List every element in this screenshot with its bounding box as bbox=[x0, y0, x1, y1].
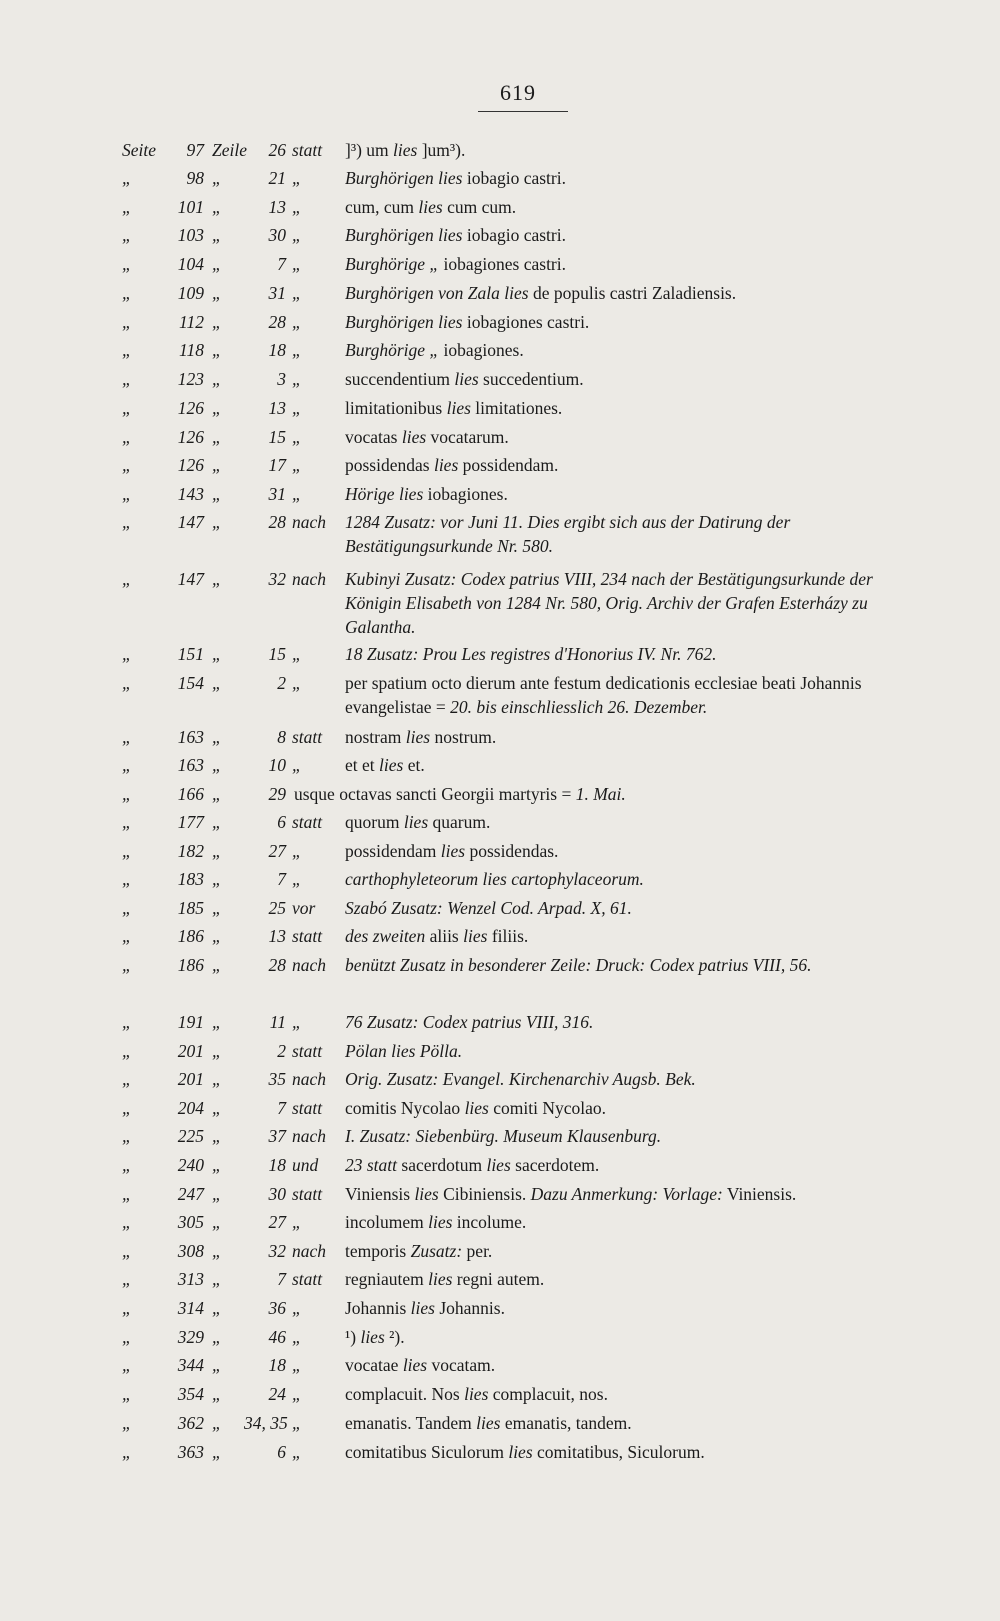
line-number-ref: 8 bbox=[277, 727, 286, 747]
line-number-ref: 21 bbox=[268, 168, 286, 188]
line-number-ref: 3 bbox=[277, 369, 286, 389]
page-prefix: „ bbox=[122, 484, 132, 504]
page-number-ref: 103 bbox=[177, 225, 204, 245]
page-prefix: „ bbox=[122, 841, 132, 861]
correction-text: 1284 Zusatz: vor Juni 11. Dies ergibt sich aus der Datirung der Bestätigungsurkunde Nr. 580. bbox=[345, 512, 791, 556]
keyword: „ bbox=[292, 254, 302, 274]
line-prefix: „ bbox=[212, 898, 222, 918]
page-prefix: „ bbox=[122, 1327, 132, 1347]
line-prefix: „ bbox=[212, 225, 222, 245]
page-number-ref: 186 bbox=[177, 926, 204, 946]
page-prefix: „ bbox=[122, 1126, 132, 1146]
line-number-ref: 27 bbox=[268, 1212, 286, 1232]
page-prefix: „ bbox=[122, 312, 132, 332]
correction-text: Burghörige „ iobagiones. bbox=[345, 340, 524, 360]
line-number-ref: 28 bbox=[268, 512, 286, 532]
line-number-ref: 30 bbox=[268, 225, 286, 245]
keyword: statt bbox=[292, 727, 323, 747]
keyword: „ bbox=[292, 225, 302, 245]
page-number-ref: 177 bbox=[177, 812, 204, 832]
keyword: nach bbox=[292, 1126, 327, 1146]
line-number-ref: 26 bbox=[268, 140, 286, 160]
keyword: „ bbox=[292, 1442, 302, 1462]
page-number-ref: 186 bbox=[177, 955, 204, 975]
page-number-ref: 154 bbox=[177, 673, 204, 693]
line-number-ref: 17 bbox=[268, 455, 286, 475]
page-prefix: „ bbox=[122, 569, 132, 589]
page-number-ref: 344 bbox=[177, 1355, 204, 1375]
keyword: statt bbox=[292, 1098, 323, 1118]
line-number-ref: 13 bbox=[268, 197, 286, 217]
line-prefix: „ bbox=[212, 312, 222, 332]
keyword: „ bbox=[292, 283, 302, 303]
keyword: nach bbox=[292, 1241, 327, 1261]
line-prefix: „ bbox=[212, 484, 222, 504]
correction-text: Orig. Zusatz: Evangel. Kirchenarchiv Augsb. Bek. bbox=[345, 1069, 696, 1089]
page-number-ref: 314 bbox=[177, 1298, 204, 1318]
line-number-ref: 35 bbox=[268, 1069, 286, 1089]
line-number-ref: 24 bbox=[268, 1384, 286, 1404]
line-number-ref: 13 bbox=[268, 398, 286, 418]
page-number-ref: 191 bbox=[177, 1012, 204, 1032]
keyword: „ bbox=[292, 197, 302, 217]
keyword: statt bbox=[292, 1269, 323, 1289]
keyword: und bbox=[292, 1155, 319, 1175]
line-number-ref: 7 bbox=[277, 1269, 286, 1289]
line-prefix: „ bbox=[212, 1041, 222, 1061]
page-prefix: „ bbox=[122, 1241, 132, 1261]
keyword: „ bbox=[292, 455, 302, 475]
line-prefix: Zeile bbox=[212, 140, 247, 160]
correction-text: possidendam lies possidendas. bbox=[345, 841, 559, 861]
page-prefix: „ bbox=[122, 1298, 132, 1318]
line-number-ref: 30 bbox=[268, 1184, 286, 1204]
keyword: „ bbox=[292, 869, 302, 889]
page-number-ref: 185 bbox=[177, 898, 204, 918]
line-number-ref: 34, 35 bbox=[244, 1413, 288, 1433]
line-prefix: „ bbox=[212, 1384, 222, 1404]
line-prefix: „ bbox=[212, 673, 222, 693]
correction-text: per spatium octo dierum ante festum dedicationis ecclesiae beati Johannis evangelistae = 20. bis einschliesslich 26. Dezember. bbox=[345, 673, 862, 717]
page-prefix: „ bbox=[122, 254, 132, 274]
correction-text: ]³) um lies ]um³). bbox=[345, 140, 466, 160]
correction-text: possidendas lies possidendam. bbox=[345, 455, 559, 475]
page-prefix: „ bbox=[122, 644, 132, 664]
page-number-ref: 123 bbox=[177, 369, 204, 389]
page-number-ref: 247 bbox=[177, 1184, 204, 1204]
page-number-ref: 143 bbox=[177, 484, 204, 504]
correction-text: quorum lies quarum. bbox=[345, 812, 491, 832]
line-number-ref: 36 bbox=[268, 1298, 286, 1318]
line-prefix: „ bbox=[212, 1212, 222, 1232]
keyword: „ bbox=[292, 340, 302, 360]
page-number-ref: 362 bbox=[177, 1413, 204, 1433]
page-number-ref: 363 bbox=[177, 1442, 204, 1462]
line-number-ref: 28 bbox=[268, 955, 286, 975]
page-number-ref: 112 bbox=[179, 312, 204, 332]
line-prefix: „ bbox=[212, 398, 222, 418]
correction-text: regniautem lies regni autem. bbox=[345, 1269, 545, 1289]
keyword: nach bbox=[292, 955, 327, 975]
keyword: statt bbox=[292, 140, 323, 160]
line-prefix: „ bbox=[212, 1012, 222, 1032]
correction-text: Burghörigen lies iobagio castri. bbox=[345, 168, 566, 188]
correction-text: I. Zusatz: Siebenbürg. Museum Klausenburg. bbox=[345, 1126, 662, 1146]
line-prefix: „ bbox=[212, 569, 222, 589]
page-number-ref: 313 bbox=[177, 1269, 204, 1289]
line-number-ref: 25 bbox=[268, 898, 286, 918]
keyword: nach bbox=[292, 512, 327, 532]
correction-text: usque octavas sancti Georgii martyris = 1. Mai. bbox=[294, 784, 626, 804]
line-number-ref: 15 bbox=[268, 644, 286, 664]
line-prefix: „ bbox=[212, 755, 222, 775]
keyword: „ bbox=[292, 673, 302, 693]
line-prefix: „ bbox=[212, 1069, 222, 1089]
keyword: „ bbox=[292, 398, 302, 418]
line-number-ref: 13 bbox=[268, 926, 286, 946]
page-number-ref: 354 bbox=[177, 1384, 204, 1404]
line-prefix: „ bbox=[212, 784, 222, 804]
keyword: „ bbox=[292, 1212, 302, 1232]
line-number-ref: 18 bbox=[268, 1355, 286, 1375]
page-number-ref: 163 bbox=[177, 727, 204, 747]
line-number-ref: 2 bbox=[277, 1041, 286, 1061]
line-prefix: „ bbox=[212, 926, 222, 946]
page-prefix: Seite bbox=[122, 140, 157, 160]
correction-text: limitationibus lies limitationes. bbox=[345, 398, 563, 418]
line-number-ref: 7 bbox=[277, 254, 286, 274]
line-number-ref: 18 bbox=[268, 1155, 286, 1175]
correction-text: Pölan lies Pölla. bbox=[345, 1041, 463, 1061]
page-prefix: „ bbox=[122, 784, 132, 804]
keyword: „ bbox=[292, 1384, 302, 1404]
correction-text: Burghörige „ iobagiones castri. bbox=[345, 254, 566, 274]
page-number-ref: 225 bbox=[177, 1126, 204, 1146]
keyword: „ bbox=[292, 1327, 302, 1347]
correction-text: 23 statt sacerdotum lies sacerdotem. bbox=[345, 1155, 600, 1175]
keyword: „ bbox=[292, 427, 302, 447]
page-prefix: „ bbox=[122, 1442, 132, 1462]
correction-text: Burghörigen lies iobagiones castri. bbox=[345, 312, 590, 332]
page-number-ref: 98 bbox=[186, 168, 204, 188]
line-prefix: „ bbox=[212, 1155, 222, 1175]
line-prefix: „ bbox=[212, 1126, 222, 1146]
keyword: statt bbox=[292, 926, 323, 946]
correction-text: emanatis. Tandem lies emanatis, tandem. bbox=[345, 1413, 632, 1433]
correction-text: temporis Zusatz: per. bbox=[345, 1241, 493, 1261]
page-number-ref: 126 bbox=[177, 398, 204, 418]
page-number-ref: 201 bbox=[177, 1041, 204, 1061]
page-prefix: „ bbox=[122, 1012, 132, 1032]
keyword: statt bbox=[292, 1041, 323, 1061]
correction-text: vocatae lies vocatam. bbox=[345, 1355, 496, 1375]
line-number-ref: 31 bbox=[268, 484, 286, 504]
correction-text: 18 Zusatz: Prou Les registres d'Honorius IV. Nr. 762. bbox=[345, 644, 717, 664]
correction-text: des zweiten aliis lies filiis. bbox=[345, 926, 529, 946]
page-prefix: „ bbox=[122, 812, 132, 832]
page-prefix: „ bbox=[122, 1155, 132, 1175]
correction-text: nostram lies nostrum. bbox=[345, 727, 497, 747]
keyword: „ bbox=[292, 484, 302, 504]
page-prefix: „ bbox=[122, 1069, 132, 1089]
line-prefix: „ bbox=[212, 727, 222, 747]
page-number-ref: 118 bbox=[179, 340, 204, 360]
page-number-ref: 305 bbox=[177, 1212, 204, 1232]
page-number-ref: 183 bbox=[177, 869, 204, 889]
page-number: 619 bbox=[500, 80, 536, 105]
page-prefix: „ bbox=[122, 369, 132, 389]
page-prefix: „ bbox=[122, 727, 132, 747]
correction-text: benützt Zusatz in besonderer Zeile: Druck: Codex patrius VIII, 56. bbox=[345, 955, 812, 975]
page-prefix: „ bbox=[122, 1098, 132, 1118]
correction-text: Burghörigen von Zala lies de populis castri Zaladiensis. bbox=[345, 283, 737, 303]
correction-text: comitis Nycolao lies comiti Nycolao. bbox=[345, 1098, 607, 1118]
line-number-ref: 10 bbox=[268, 755, 286, 775]
line-number-ref: 31 bbox=[268, 283, 286, 303]
keyword: „ bbox=[292, 1298, 302, 1318]
correction-text: vocatas lies vocatarum. bbox=[345, 427, 509, 447]
line-prefix: „ bbox=[212, 1413, 222, 1433]
page-prefix: „ bbox=[122, 197, 132, 217]
page-number-ref: 97 bbox=[186, 140, 204, 160]
page-prefix: „ bbox=[122, 1212, 132, 1232]
correction-text: 76 Zusatz: Codex patrius VIII, 316. bbox=[345, 1012, 594, 1032]
page-number-ref: 126 bbox=[177, 427, 204, 447]
page-number-ref: 182 bbox=[177, 841, 204, 861]
correction-text: complacuit. Nos lies complacuit, nos. bbox=[345, 1384, 608, 1404]
page-prefix: „ bbox=[122, 955, 132, 975]
line-number-ref: 7 bbox=[277, 1098, 286, 1118]
page-prefix: „ bbox=[122, 869, 132, 889]
line-prefix: „ bbox=[212, 1355, 222, 1375]
correction-text: comitatibus Siculorum lies comitatibus, Siculorum. bbox=[345, 1442, 705, 1462]
page-number-ref: 126 bbox=[177, 455, 204, 475]
page-prefix: „ bbox=[122, 1384, 132, 1404]
page-prefix: „ bbox=[122, 1413, 132, 1433]
line-number-ref: 18 bbox=[268, 340, 286, 360]
page-number-ref: 163 bbox=[177, 755, 204, 775]
page-prefix: „ bbox=[122, 1355, 132, 1375]
line-prefix: „ bbox=[212, 283, 222, 303]
line-prefix: „ bbox=[212, 1184, 222, 1204]
page-prefix: „ bbox=[122, 512, 132, 532]
correction-text: Burghörigen lies iobagio castri. bbox=[345, 225, 566, 245]
keyword: nach bbox=[292, 1069, 327, 1089]
keyword: „ bbox=[292, 644, 302, 664]
line-prefix: „ bbox=[212, 644, 222, 664]
page-number-ref: 147 bbox=[177, 569, 204, 589]
page-number-ref: 151 bbox=[177, 644, 204, 664]
page-prefix: „ bbox=[122, 926, 132, 946]
line-number-ref: 46 bbox=[268, 1327, 286, 1347]
line-number-ref: 11 bbox=[269, 1012, 286, 1032]
page-prefix: „ bbox=[122, 427, 132, 447]
page-prefix: „ bbox=[122, 283, 132, 303]
correction-text: Hörige lies iobagiones. bbox=[345, 484, 508, 504]
line-prefix: „ bbox=[212, 1098, 222, 1118]
page-number-ref: 109 bbox=[177, 283, 204, 303]
line-prefix: „ bbox=[212, 1298, 222, 1318]
line-number-ref: 37 bbox=[268, 1126, 286, 1146]
line-number-ref: 27 bbox=[268, 841, 286, 861]
page-number-ref: 104 bbox=[177, 254, 204, 274]
correction-text: cum, cum lies cum cum. bbox=[345, 197, 517, 217]
page-number-ref: 204 bbox=[177, 1098, 204, 1118]
page-prefix: „ bbox=[122, 1184, 132, 1204]
line-number-ref: 6 bbox=[277, 1442, 286, 1462]
line-prefix: „ bbox=[212, 427, 222, 447]
keyword: „ bbox=[292, 312, 302, 332]
line-prefix: „ bbox=[212, 869, 222, 889]
correction-text: et et lies et. bbox=[345, 755, 425, 775]
page-prefix: „ bbox=[122, 1041, 132, 1061]
line-prefix: „ bbox=[212, 955, 222, 975]
keyword: „ bbox=[292, 1012, 302, 1032]
page-number-ref: 166 bbox=[177, 784, 204, 804]
line-prefix: „ bbox=[212, 254, 222, 274]
line-prefix: „ bbox=[212, 340, 222, 360]
keyword: „ bbox=[292, 168, 302, 188]
keyword: statt bbox=[292, 1184, 323, 1204]
page-number-ref: 147 bbox=[177, 512, 204, 532]
keyword: „ bbox=[292, 1413, 302, 1433]
line-prefix: „ bbox=[212, 1269, 222, 1289]
line-prefix: „ bbox=[212, 1442, 222, 1462]
line-prefix: „ bbox=[212, 812, 222, 832]
line-prefix: „ bbox=[212, 197, 222, 217]
correction-text: ¹) lies ²). bbox=[345, 1327, 405, 1347]
keyword: „ bbox=[292, 1355, 302, 1375]
keyword: nach bbox=[292, 569, 327, 589]
line-prefix: „ bbox=[212, 841, 222, 861]
correction-text: Kubinyi Zusatz: Codex patrius VIII, 234 nach der Bestätigungsurkunde der Königin Elisabeth von 1284 Nr. 580, Orig. Archiv der Grafen Esterházy zu Galantha. bbox=[345, 569, 873, 637]
line-prefix: „ bbox=[212, 1327, 222, 1347]
page-prefix: „ bbox=[122, 225, 132, 245]
line-number-ref: 7 bbox=[277, 869, 286, 889]
line-number-ref: 32 bbox=[268, 1241, 286, 1261]
line-number-ref: 6 bbox=[277, 812, 286, 832]
page-prefix: „ bbox=[122, 898, 132, 918]
correction-text: Viniensis lies Cibiniensis. Dazu Anmerkung: Vorlage: Viniensis. bbox=[345, 1184, 797, 1204]
line-prefix: „ bbox=[212, 168, 222, 188]
correction-text: Szabó Zusatz: Wenzel Cod. Arpad. X, 61. bbox=[345, 898, 632, 918]
page-number-ref: 201 bbox=[177, 1069, 204, 1089]
line-number-ref: 15 bbox=[268, 427, 286, 447]
keyword: statt bbox=[292, 812, 323, 832]
page-prefix: „ bbox=[122, 755, 132, 775]
keyword: „ bbox=[292, 369, 302, 389]
correction-text: Johannis lies Johannis. bbox=[345, 1298, 505, 1318]
page-number-ref: 329 bbox=[177, 1327, 204, 1347]
page-prefix: „ bbox=[122, 340, 132, 360]
page-number-ref: 308 bbox=[177, 1241, 204, 1261]
correction-text: succendentium lies succedentium. bbox=[345, 369, 584, 389]
correction-text: carthophyleteorum lies cartophylaceorum. bbox=[345, 869, 644, 889]
page-prefix: „ bbox=[122, 455, 132, 475]
correction-text: incolumem lies incolume. bbox=[345, 1212, 527, 1232]
page-prefix: „ bbox=[122, 1269, 132, 1289]
keyword: vor bbox=[292, 898, 316, 918]
line-number-ref: 2 bbox=[277, 673, 286, 693]
line-prefix: „ bbox=[212, 1241, 222, 1261]
line-number-ref: 32 bbox=[268, 569, 286, 589]
keyword: „ bbox=[292, 841, 302, 861]
page-prefix: „ bbox=[122, 168, 132, 188]
page-prefix: „ bbox=[122, 673, 132, 693]
keyword: „ bbox=[292, 755, 302, 775]
page-number-ref: 101 bbox=[177, 197, 204, 217]
line-number-ref: 29 bbox=[268, 784, 286, 804]
line-prefix: „ bbox=[212, 369, 222, 389]
line-prefix: „ bbox=[212, 455, 222, 475]
line-number-ref: 28 bbox=[268, 312, 286, 332]
line-prefix: „ bbox=[212, 512, 222, 532]
page-number-ref: 240 bbox=[177, 1155, 204, 1175]
page-prefix: „ bbox=[122, 398, 132, 418]
